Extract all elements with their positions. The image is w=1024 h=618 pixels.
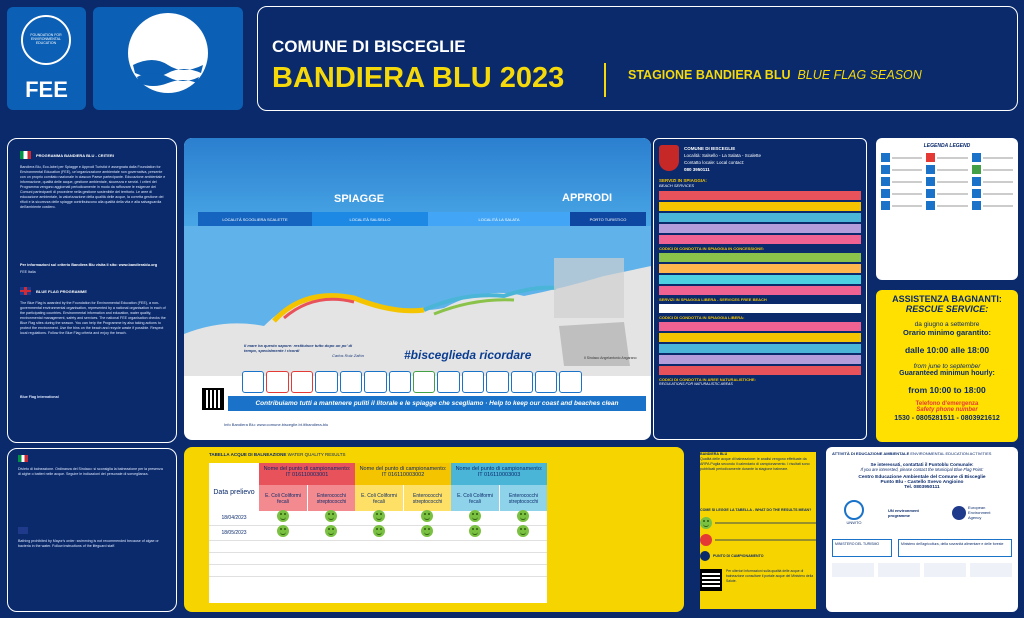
bus-icon bbox=[511, 371, 533, 393]
criteria-text: Bandiera Blu, Eco-label per Spiagge e Approdi Turistici è assegnata dalla Foundation for Environmental Education (FEE), un'organizzazione ambientale non governativa, presente con un proprio comitato nazionale in ciascun Paese partecipante. Educazione ambientale e informazione, qualità delle acque, gestione ambientale, sicurezza e servizi. I criteri del Programma vengono aggiornati periodicamente in modo da rafforzare le esigenze dei Comuni partecipanti di procedere nella gestione sostenibile del territorio. Le aree di educazione ambientale, la valorizzazione della qualità delle acque, la corretta gestione dei rifiuti e la sicurezza delle spiagge contribuiscono alla qualità della vita e alla salvaguardia dell'ambiente costiero. bbox=[20, 165, 166, 209]
uk-flag-icon-2 bbox=[18, 527, 28, 534]
season-en: BLUE FLAG SEASON bbox=[797, 68, 922, 82]
env-info bbox=[832, 462, 1012, 490]
water-table bbox=[209, 463, 547, 603]
env-centro: Centro Educazione Ambientale del Comune di Bisceglie bbox=[858, 475, 986, 480]
water-legend-box: BANDIERA BLU Qualità delle acque di balneazione: le analisi vengono effettuate da ARPA Puglia secondo il calendario di campionamento. I risultati sono pubblicati periodicamente durante la stagione balneare. COME SI LEGGE LA TABELLA - WHAT DO THE RESULTS MEAN? PUNTO DI CAMPIONAMENTO Per ulteriori informazioni sulla qualità delle acque di balneazione consultare il portale acque del Ministero della Salute. bbox=[700, 452, 816, 609]
italy-flag-icon bbox=[20, 151, 31, 159]
legend-umbrella-icon bbox=[881, 201, 890, 210]
p1-ecoli: E. Coli Coliformi fecali bbox=[259, 485, 307, 511]
quote-author: Carlos Ruiz Zafón bbox=[331, 353, 364, 358]
good-result-icon bbox=[373, 525, 385, 537]
localita-label: Località: Salsello - La Salata - Scalette bbox=[684, 153, 762, 158]
italy-flag-icon-2 bbox=[18, 455, 28, 462]
legenda-title: LEGENDA LEGEND bbox=[923, 143, 971, 149]
approdi-label: APPRODI bbox=[562, 192, 613, 204]
good-result-icon bbox=[325, 525, 337, 537]
emergency-numbers[interactable]: 1530 - 0805281511 - 0803921612 bbox=[894, 415, 1000, 422]
legend-bar-icon bbox=[926, 201, 935, 210]
info-icon bbox=[535, 371, 557, 393]
water-title-row bbox=[209, 452, 345, 457]
legend-dog-icon bbox=[926, 189, 935, 198]
codici-natura-title: CODICI DI CONDOTTA IN AREE NATURALISTICHE: bbox=[659, 377, 756, 382]
city-label: Il Sindaco Angelantonio Angarano bbox=[584, 356, 637, 360]
recycle-icon bbox=[413, 371, 435, 393]
accessible-beach-icon bbox=[364, 371, 386, 393]
header-panel bbox=[257, 6, 1018, 111]
date-cell: 18/04/2023 bbox=[221, 515, 247, 521]
p2-entero: Enterococchi streptococchi bbox=[403, 485, 451, 511]
date-header: Data prelievo bbox=[213, 489, 255, 496]
swim-icon bbox=[242, 371, 264, 393]
legend-bus-icon bbox=[972, 177, 981, 186]
programme-title: BLUE FLAG PROGRAMME bbox=[36, 288, 87, 294]
regulations-en: Bathing prohibited by Mayor's order: swimming is not recommended because of algae or bacteria in the water. Follow instructions of the lifeguard staff. bbox=[18, 539, 159, 548]
water-legend-how: COME SI LEGGE LA TABELLA - WHAT DO THE RESULTS MEAN? bbox=[700, 508, 812, 512]
rescue-hours-it: dalle 10:00 alle 18:00 bbox=[904, 345, 990, 355]
codici-natura-en: REGULATIONS FOR NATURALISTIC AREAS bbox=[659, 382, 733, 386]
map-panel bbox=[184, 138, 651, 440]
lifebuoy-icon bbox=[291, 371, 313, 393]
parking-icon bbox=[486, 371, 508, 393]
zone-porto: PORTO TURISTICO bbox=[570, 212, 646, 226]
water-legend-punto: PUNTO DI CAMPIONAMENTO bbox=[713, 553, 764, 558]
env-panel bbox=[826, 447, 1018, 612]
codici-title: CODICI DI CONDOTTA IN SPIAGGIA IN CONCESSIONE: bbox=[659, 246, 765, 251]
qr-code[interactable] bbox=[202, 388, 224, 410]
toilet-icon bbox=[389, 371, 411, 393]
water-panel bbox=[184, 447, 684, 612]
p2-ecoli: E. Coli Coliformi fecali bbox=[355, 485, 403, 511]
env-tel[interactable]: Tel. 0803950111 bbox=[904, 485, 940, 490]
uk-flag-icon bbox=[20, 287, 31, 295]
blue-flag-logo bbox=[93, 7, 243, 110]
date-spacer bbox=[209, 463, 259, 485]
date-cell: 18/05/2023 bbox=[221, 530, 247, 536]
p3-ecoli: E. Coli Coliformi fecali bbox=[451, 485, 499, 511]
legend-good-icon bbox=[700, 517, 712, 529]
eea-icon bbox=[952, 506, 966, 520]
legend-aid-icon bbox=[926, 153, 935, 162]
point-2-header: Nome del punto di campionamento: IT 016110003002 bbox=[355, 463, 451, 485]
water-qr-code[interactable] bbox=[700, 569, 722, 591]
servizi-title: SERVIZI IN SPIAGGIA: bbox=[659, 178, 707, 183]
accessible-icon bbox=[340, 371, 362, 393]
coat-of-arms-icon bbox=[659, 145, 679, 171]
legend-recycle-icon bbox=[972, 165, 981, 174]
comune-label: COMUNE DI BISCEGLIE bbox=[684, 146, 736, 151]
dog-icon bbox=[559, 371, 581, 393]
good-result-icon bbox=[277, 510, 289, 522]
good-result-icon bbox=[421, 510, 433, 522]
unwto-icon bbox=[844, 500, 864, 520]
first-aid-icon bbox=[266, 371, 288, 393]
service-strips bbox=[659, 191, 861, 244]
ministry-logos bbox=[832, 539, 1012, 557]
servizi-en: BEACH SERVICES bbox=[659, 183, 695, 188]
zone-bar bbox=[198, 212, 646, 226]
env-interest: Se interessati, contattati il Puntoblu Comunale: bbox=[870, 462, 974, 467]
rescue-period-en: from june to september bbox=[913, 363, 981, 370]
good-result-icon bbox=[469, 525, 481, 537]
eea-logo: European Environment Agency bbox=[952, 505, 1000, 520]
sponsor-logo-2 bbox=[878, 563, 920, 577]
fee-logo bbox=[7, 7, 86, 110]
good-result-icon bbox=[421, 525, 433, 537]
partner-logos bbox=[832, 500, 1012, 525]
water-legend-title: BANDIERA BLU bbox=[700, 452, 728, 456]
page-title: BANDIERA BLU 2023 bbox=[272, 62, 565, 94]
rescue-panel bbox=[876, 290, 1018, 442]
good-result-icon bbox=[277, 525, 289, 537]
unwto-logo: UNWTO bbox=[844, 500, 864, 525]
criteria-title: PROGRAMMA BANDIERA BLU - CRITERI bbox=[36, 152, 114, 158]
legend-shower-icon bbox=[881, 177, 890, 186]
codici-libera-title: CODICI DI CONDOTTA IN SPIAGGIA LIBERA: bbox=[659, 315, 745, 320]
info-link-bottom[interactable]: Info Bandiera Blu: www.comune.bisceglie.bt.it/bandiera-blu bbox=[224, 422, 329, 427]
rescue-period-it: da giugno a settembre bbox=[914, 321, 980, 328]
rescue-hours-en: from 10:00 to 18:00 bbox=[908, 385, 986, 395]
param-row bbox=[209, 485, 547, 511]
env-interest-en: If you are interested, please contact the Municipal Blue Flag Point: bbox=[860, 467, 984, 472]
empty-row bbox=[209, 541, 547, 553]
legend-toilet-icon bbox=[926, 165, 935, 174]
table-row bbox=[209, 526, 547, 541]
rescue-orario-en: Guaranteed minimun hourly: bbox=[899, 370, 995, 377]
empty-row bbox=[209, 565, 547, 577]
municipality-title: COMUNE DI BISCEGLIE bbox=[272, 37, 466, 56]
services-panel bbox=[653, 138, 867, 440]
bin-icon bbox=[437, 371, 459, 393]
phone-icon bbox=[315, 371, 337, 393]
p3-entero: Enterococchi streptococchi bbox=[499, 485, 547, 511]
good-result-icon bbox=[469, 510, 481, 522]
criteria-panel bbox=[7, 138, 177, 443]
fee-logo-ring-text: FOUNDATION FOR ENVIRONMENTAL EDUCATION bbox=[30, 33, 62, 45]
env-punto: Punto Blu - Castello Svevo Angioino bbox=[880, 480, 964, 485]
legend-info-icon bbox=[881, 189, 890, 198]
good-result-icon bbox=[325, 510, 337, 522]
point-1-header: Nome del punto di campionamento: IT 016110003001 bbox=[259, 463, 355, 485]
sponsor-logo-4 bbox=[970, 563, 1012, 577]
water-title: TABELLA ACQUE DI BALNEAZIONE bbox=[209, 452, 287, 457]
international: Blue Flag International bbox=[20, 395, 59, 399]
clean-banner: Contribuiamo tutti a mantenere puliti il litorale e le spiagge che scegliamo · Help to keep our coast and beaches clean bbox=[228, 396, 646, 411]
quote: Il mare ha questo sapore: restituisce tutto dopo un po' di tempo, specialmente i ricordi bbox=[244, 343, 353, 353]
legenda-panel bbox=[876, 138, 1018, 280]
service-icons-row bbox=[242, 371, 582, 393]
legend-bad-icon bbox=[700, 534, 712, 546]
good-result-icon bbox=[373, 510, 385, 522]
contatto-label: Contatto locale: Local contact: bbox=[684, 160, 745, 165]
regulations-panel bbox=[7, 448, 177, 612]
good-result-icon bbox=[517, 525, 529, 537]
blue-flag-icon bbox=[93, 7, 243, 110]
emergency-it: Telefono d'emergenza bbox=[915, 401, 979, 407]
umbrella-icon bbox=[462, 371, 484, 393]
water-legend-text: Qualità delle acque di balneazione: le analisi vengono effettuate da ARPA Puglia secondo il calendario di campionamento. I risultati sono pubblicati periodicamente durante la stagione balneare. bbox=[700, 457, 810, 471]
rescue-title-it: ASSISTENZA BAGNANTI: bbox=[892, 294, 1002, 304]
header-divider bbox=[604, 63, 606, 97]
quote-text bbox=[244, 343, 364, 358]
season-it: STAGIONE BANDIERA BLU bbox=[628, 68, 791, 82]
hashtag: #bisceglieda ricordare bbox=[404, 348, 532, 362]
legend-bin-icon bbox=[972, 189, 981, 198]
codici-libera-strips bbox=[659, 322, 861, 375]
fee-italia: FEE Italia bbox=[20, 270, 36, 274]
regulations-it: Divieto di balneazione. Ordinanza del Sindaco: si sconsiglia la balneazione per la presenza di alghe o batteri nelle acque. Seguire le indicazioni del personale di sorveglianza. bbox=[18, 467, 163, 476]
sponsor-logos bbox=[832, 563, 1012, 577]
un-env-logo: UN environment programme bbox=[888, 507, 919, 518]
table-header-row bbox=[209, 463, 547, 485]
empty-row bbox=[209, 577, 547, 589]
env-title-en: ENVIRONMENTAL EDUCATION ACTIVITIES bbox=[910, 451, 992, 456]
spiagge-label: SPIAGGE bbox=[334, 193, 385, 205]
codici-strips bbox=[659, 253, 861, 295]
water-title-en: WATER QUALITY RESULTS bbox=[287, 452, 346, 457]
rescue-title-en: RESCUE SERVICE: bbox=[905, 304, 989, 314]
empty-row bbox=[209, 553, 547, 565]
rescue-orario-it: Orario minimo garantito: bbox=[903, 328, 991, 337]
phone-number: 080 3950111 bbox=[684, 167, 710, 172]
env-title: ATTIVITÀ DI EDUCAZIONE AMBIENTALE bbox=[832, 451, 910, 456]
info-link[interactable]: Per informazioni sul criterio Bandiera Blu visita il sito: www.bandierablu.org bbox=[20, 263, 158, 267]
point-3-header: Nome del punto di campionamento: IT 016110003003 bbox=[451, 463, 547, 485]
p1-entero: Enterococchi streptococchi bbox=[307, 485, 355, 511]
programme-text: The Blue Flag is awarded by the Foundation for Environmental Education (FEE), a non-governmental environmental organisation, represented by a national organisation in each of the participating countries. Environmental information and education, water quality, environmental management, safety and services. The national FEE organisation checks the Blue Flag sites during the season. You can help the Programme by also taking actions to protect the environment. Use the bins on the beach and recycle waste if possible. Respect local regulations. Follow the Blue Flag criteria and enjoy the beach. bbox=[20, 301, 166, 335]
legend-wheelchair-icon bbox=[881, 165, 890, 174]
good-result-icon bbox=[517, 510, 529, 522]
legend-phone-icon bbox=[972, 153, 981, 162]
legenda-grid bbox=[881, 153, 1013, 210]
legend-parking-icon bbox=[926, 177, 935, 186]
libera-title: SERVIZI IN SPIAGGIA LIBERA - SERVICES FREE BEACH bbox=[659, 297, 767, 302]
zone-salsello: LOCALITÀ SALSELLO bbox=[312, 212, 428, 226]
season-label bbox=[628, 68, 922, 82]
zone-scogliera: LOCALITÀ SCOGLIERA SCALETTE bbox=[198, 212, 312, 226]
emergency-en: Safety phone number bbox=[916, 407, 978, 413]
ministero-turismo-logo: MINISTERO DEL TURISMO bbox=[832, 539, 892, 557]
sponsor-logo-1 bbox=[832, 563, 874, 577]
zone-salata: LOCALITÀ LA SALATA bbox=[428, 212, 570, 226]
legend-boat-icon bbox=[972, 201, 981, 210]
legend-point-icon bbox=[700, 551, 710, 561]
sponsor-logo-3 bbox=[924, 563, 966, 577]
fee-logo-text: FEE bbox=[25, 77, 68, 102]
legend-swim-icon bbox=[881, 153, 890, 162]
ministero-agr-logo: Ministero dell'agricoltura, della sovranità alimentare e delle foreste bbox=[898, 539, 1012, 557]
